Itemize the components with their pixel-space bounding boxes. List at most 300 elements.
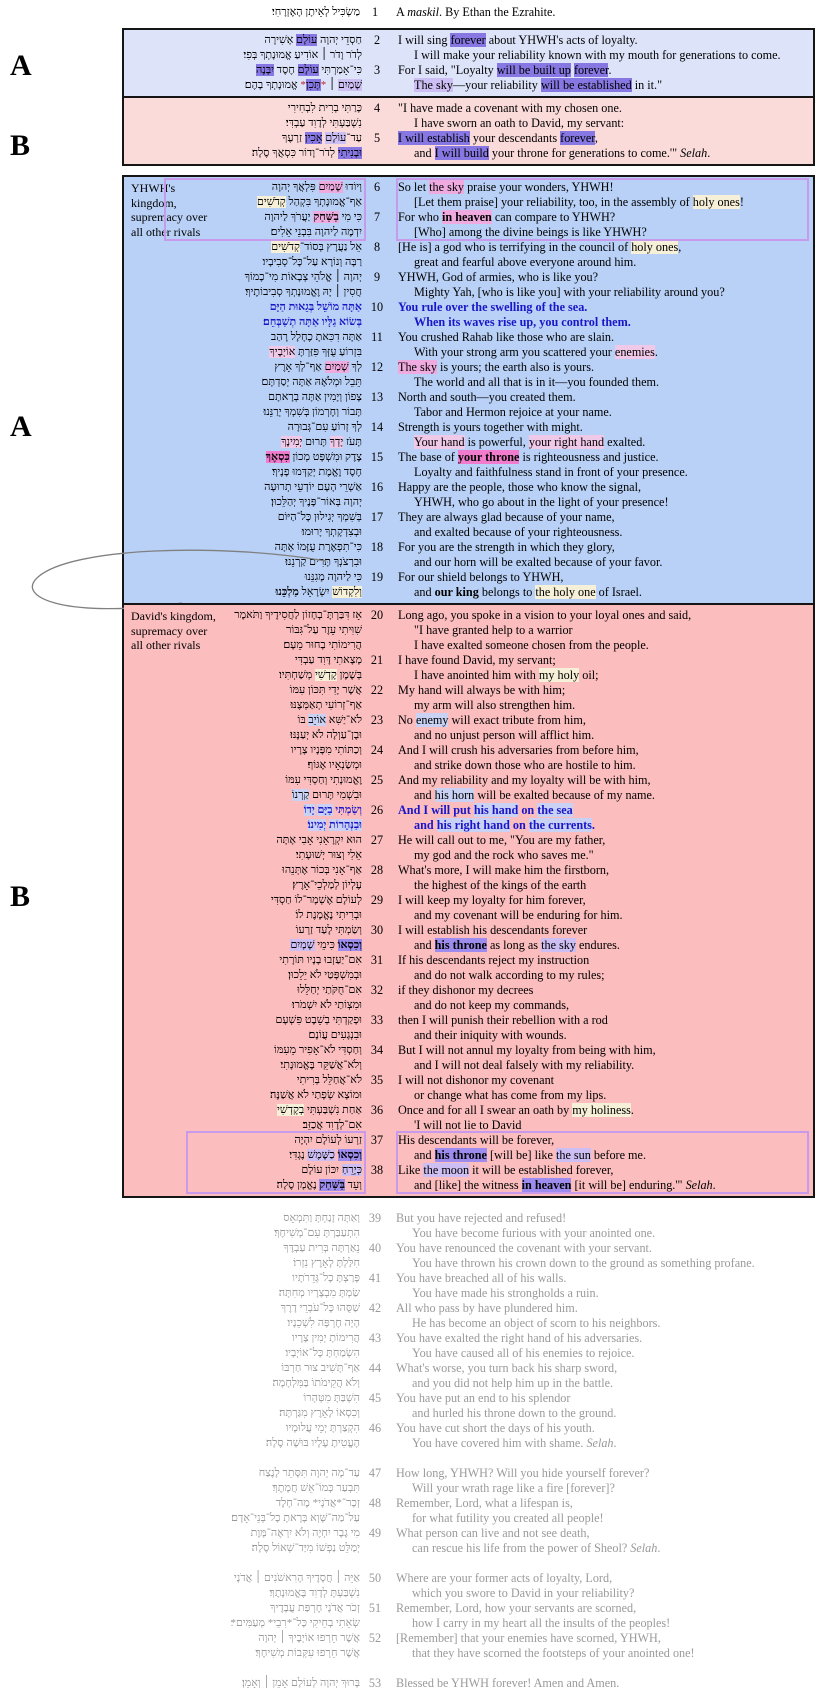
- text-segment: I will establish his descendants forever: [398, 923, 588, 937]
- text-segment: Loyalty and faithfulness stand in front of your presence.: [414, 465, 688, 479]
- english-text: [392, 893, 811, 923]
- text-segment: in it.": [631, 78, 663, 92]
- verse-row: [126, 240, 811, 270]
- text-segment: What person can live and not see death,: [396, 1526, 590, 1540]
- hebrew-text: [126, 330, 362, 360]
- text-segment: וּבְרִיתִי נֶאֱמֶנֶת לוֹ׃: [295, 909, 362, 921]
- verse-number: 16: [370, 480, 384, 494]
- text-segment: His descendants will be forever,: [398, 1133, 555, 1147]
- text-segment: can rescue his life from the power of Sheol?: [412, 1541, 631, 1555]
- text-segment: [Who] among the divine beings is like YHWH?: [414, 225, 647, 239]
- verse-row: [126, 1073, 811, 1103]
- text-segment: לְךָ זְרוֹעַ עִם־גְּבוּרָה: [287, 421, 362, 433]
- text-segment: So let: [398, 180, 430, 194]
- text-segment: יְהוָה בְּאוֹר־פָּנֶיךָ יְהַלֵּכוּן׃: [270, 496, 362, 508]
- english-text: [392, 240, 811, 270]
- text-segment: All who pass by have plundered him.: [396, 1301, 578, 1315]
- english-text: [392, 390, 811, 420]
- verse-row: [126, 1103, 811, 1133]
- text-segment: !: [739, 195, 744, 209]
- verse-number: 7: [373, 210, 381, 224]
- text-segment: for what futility you created all people!: [412, 1511, 604, 1525]
- verse-number: 35: [370, 1073, 384, 1087]
- verse-row: [126, 131, 811, 161]
- text-segment: The sky: [414, 78, 453, 92]
- text-segment: his right hand: [436, 818, 510, 832]
- text-segment: how I carry in my heart all the insults of the peoples!: [412, 1616, 671, 1630]
- text-segment: יִכּוֹן עוֹלָם: [301, 1164, 342, 1176]
- verse-number: 28: [370, 863, 384, 877]
- text-segment: אוֹיְבֶיךָ: [269, 346, 296, 358]
- text-segment: then I will punish their rebellion with a rod: [398, 1013, 608, 1027]
- english-text: [392, 570, 811, 600]
- text-segment: שָׁמַיִם: [324, 361, 349, 373]
- verse-number: 15: [370, 450, 384, 464]
- text-segment: כִּי לַיהוָה מָגִנֵּנוּ: [304, 571, 362, 583]
- text-segment: קַרְנוֹ: [291, 789, 310, 801]
- text-segment: בַיָּם: [317, 804, 333, 816]
- text-segment: וְיוֹדוּ: [342, 181, 362, 193]
- text-segment: [Let them praise] your reliability, too, in the assembly of: [414, 195, 693, 209]
- verse-number: 27: [370, 833, 384, 847]
- text-segment: הֲרִימוֹתִי בָחוּר מֵעָם׃: [283, 639, 362, 651]
- side-letter-b-major: B: [10, 880, 31, 913]
- english-text: [392, 210, 811, 240]
- verse-row: [126, 510, 811, 540]
- verse-row: [126, 390, 811, 420]
- verse-row: [124, 1466, 813, 1496]
- text-segment: your throne for generations to come.'": [488, 146, 681, 160]
- verse-row: [126, 330, 811, 360]
- text-segment: Will your wrath rage like a fire [forever]?: [412, 1481, 615, 1495]
- text-segment: נֶגְדִּי׃: [289, 1149, 308, 1161]
- text-segment: בַשַּׁחַק: [313, 211, 339, 223]
- text-segment: is righteousness and justice.: [519, 450, 659, 464]
- verse-number: 14: [370, 420, 384, 434]
- text-segment: [He is] a god who is terrifying in the council of: [398, 240, 632, 254]
- text-segment: Selah: [685, 1178, 713, 1192]
- text-segment: your right hand: [528, 435, 605, 449]
- text-segment: Where are your former acts of loyalty, Lord,: [396, 1571, 613, 1585]
- text-segment: You crushed Rahab like those who are slain.: [398, 330, 615, 344]
- verse-number: 10: [370, 300, 384, 314]
- text-segment: will be established: [540, 78, 632, 92]
- text-segment: תָּבוֹר וְחֶרְמוֹן בְּשִׁמְךָ יְרַנֵּנוּ׃: [263, 406, 362, 418]
- text-segment: *: [300, 79, 306, 91]
- verse-row: [126, 270, 811, 300]
- verse-number: 32: [370, 983, 384, 997]
- verse-number: 46: [368, 1421, 382, 1435]
- text-segment: עוֹלָם: [296, 34, 318, 46]
- text-segment: כִּימֵי: [314, 939, 338, 951]
- hebrew-text: [124, 1421, 360, 1451]
- verse-number: 25: [370, 773, 384, 787]
- text-segment: "I have made a covenant with my chosen one.: [398, 101, 622, 115]
- english-text: [392, 1103, 811, 1133]
- text-segment: אָשִׁירָה: [264, 34, 297, 46]
- english-text: [392, 863, 811, 893]
- text-segment: But I will not annul my loyalty from being with him,: [398, 1043, 656, 1057]
- verse-row: [126, 863, 811, 893]
- text-segment: אֲשֶׁר יָדִי תִּכּוֹן עִמּוֹ: [289, 684, 362, 696]
- verse-row: [124, 1421, 813, 1451]
- verse-number: 39: [368, 1211, 382, 1225]
- text-segment: is yours; the earth also is yours.: [436, 360, 595, 374]
- hebrew-text: [124, 1271, 360, 1301]
- hebrew-text: [126, 923, 362, 953]
- verse-number: 52: [368, 1631, 382, 1645]
- text-segment: וְחַסְדִּי לֹא־אָפִיר מֵעִמּוֹ: [274, 1044, 362, 1056]
- english-text: [392, 983, 811, 1013]
- text-segment: praise your wonders, YHWH!: [464, 180, 614, 194]
- verse-row: [124, 1676, 813, 1691]
- text-segment: וְשַׂמְתִּי לָעַד זַרְעוֹ: [295, 924, 362, 936]
- text-segment: belongs to: [478, 585, 536, 599]
- text-segment: בַּשַּׁחַק: [319, 1179, 345, 1191]
- text-segment: on: [518, 803, 538, 817]
- text-segment: I have sworn an oath to David, my servant:: [414, 116, 625, 130]
- text-segment: זְכָר־*אֲדֹנָי* מֶה־חָלֶד: [275, 1497, 360, 1509]
- text-segment: בּוֹ: [297, 714, 309, 726]
- text-segment: the sun: [555, 1148, 591, 1162]
- text-segment: וּבְמִשְׁפָּטַי לֹא יֵלֵכוּן׃: [288, 969, 362, 981]
- english-text: [390, 1466, 813, 1496]
- verse-row: [126, 953, 811, 983]
- text-segment: שָׁמַיִם: [318, 181, 343, 193]
- hebrew-text: [124, 1601, 360, 1631]
- text-segment: and I will not deal falsely with my reliability.: [414, 1058, 635, 1072]
- verse-number: 31: [370, 953, 384, 967]
- text-segment: יִבָּנֶה: [255, 64, 275, 76]
- hebrew-text: [126, 1133, 362, 1163]
- english-text: [392, 480, 811, 510]
- text-segment: and my covenant will be enduring for him.: [414, 908, 623, 922]
- text-segment: וְכִסְאוֹ: [337, 1149, 362, 1161]
- text-segment: רַבָּה וְנוֹרָא עַל־כָּל־סְבִיבָיו׃: [262, 256, 362, 268]
- text-segment: and: [414, 585, 435, 599]
- text-segment: You have breached all of his walls.: [396, 1271, 567, 1285]
- text-segment: אִם־לְדָוִד אֲכַזֵּב׃: [302, 1119, 362, 1131]
- text-segment: הִשְׂמַחְתָּ כָּל־אוֹיְבָיו׃: [285, 1347, 360, 1359]
- text-segment: [Remember] that your enemies have scorned, YHWH,: [396, 1631, 661, 1645]
- text-segment: אוֹיֵב: [308, 714, 327, 726]
- text-segment: holy ones: [692, 195, 740, 209]
- english-text: [390, 1526, 813, 1556]
- english-text: [390, 1571, 813, 1601]
- verse-number: 6: [373, 180, 381, 194]
- text-segment: You have made his strongholds a ruin.: [412, 1286, 599, 1300]
- text-segment: זַרְעֶךָ: [281, 132, 305, 144]
- english-text: [392, 1133, 811, 1163]
- hebrew-text: [126, 420, 362, 450]
- text-segment: will be built up: [496, 63, 571, 77]
- verse-number: 19: [370, 570, 384, 584]
- hebrew-text: [124, 1676, 360, 1691]
- hebrew-text: [126, 893, 362, 923]
- text-segment: his hand: [473, 803, 519, 817]
- text-segment: אֱמוּנָתְךָ בָהֶם׃: [244, 79, 301, 91]
- text-segment: וְכַתּוֹתִי מִפָּנָיו צָרָיו: [290, 744, 362, 756]
- text-segment: his throne: [434, 938, 487, 952]
- text-segment: And I will put: [398, 803, 474, 817]
- text-segment: כִּי מִי: [338, 211, 362, 223]
- english-text: [392, 1073, 811, 1103]
- text-segment: and strike down those who are hostile to him.: [414, 758, 636, 772]
- text-segment: יִשְׂרָאֵל: [298, 586, 333, 598]
- verse-number: 23: [370, 713, 384, 727]
- hebrew-text: [126, 1103, 362, 1133]
- text-segment: and: [414, 1148, 435, 1162]
- text-segment: and exalted because of your righteousness.: [414, 525, 623, 539]
- text-segment: וּמְשַׂנְאָיו אֶגּוֹף׃: [307, 759, 362, 771]
- verse-number: 8: [373, 240, 381, 254]
- section-a-minor: [124, 30, 813, 96]
- text-segment: וְאַתָּה זָנַחְתָּ וַתִּמְאָס: [283, 1212, 360, 1224]
- text-segment: My hand will always be with him;: [398, 683, 566, 697]
- hebrew-text: [126, 270, 362, 300]
- english-text: [390, 1361, 813, 1391]
- hebrew-text: [126, 360, 362, 390]
- verse-row: [126, 180, 811, 210]
- text-segment: וּבֶן־עַוְלָה לֹא יְעַנֶּנּוּ׃: [290, 729, 362, 741]
- text-segment: בְּשׂוֹא גַלָּיו אַתָּה תְשַׁבְּחֵם׃: [263, 316, 362, 328]
- text-segment: אַף־זְרוֹעִי תְאַמְּצֶנּוּ׃: [290, 699, 362, 711]
- verse-row: [126, 983, 811, 1013]
- hebrew-text: [126, 713, 362, 743]
- text-segment: He has become an object of scorn to his neighbors.: [412, 1316, 661, 1330]
- english-text: [392, 773, 811, 803]
- text-segment: הָיָה חֶרְפָּה לִשְׁכֵנָיו׃: [287, 1317, 360, 1329]
- text-segment: oil;: [579, 668, 599, 682]
- rejection-stanza: [122, 1211, 815, 1451]
- section-box-minor: [122, 28, 815, 166]
- text-segment: אָכִין: [304, 132, 323, 144]
- text-segment: אָז דִּבַּרְתָּ־בְחָזוֹן לַחֲסִידֶיךָ וַתֹּאמֶר: [234, 609, 362, 621]
- text-segment: [will be] like: [486, 1148, 556, 1162]
- hebrew-text: [126, 480, 362, 510]
- verse-row: [124, 1361, 813, 1391]
- text-segment: The sky: [398, 360, 437, 374]
- verse-row: [126, 683, 811, 713]
- text-segment: בְּשִׁמְךָ יְגִילוּן כָּל־הַיּוֹם: [277, 511, 362, 523]
- text-segment: לְדֹר־וָדוֹר כִּסְאֲךָ סֶלָה׃: [251, 147, 338, 159]
- hebrew-text: [124, 1496, 360, 1526]
- hebrew-text: [126, 1013, 362, 1043]
- text-segment: and no unjust person will afflict him.: [414, 728, 595, 742]
- verse-number: 36: [370, 1103, 384, 1117]
- hebrew-text: [126, 1043, 362, 1073]
- text-segment: You have renounced the covenant with your servant.: [396, 1241, 652, 1255]
- english-text: [392, 360, 811, 390]
- verse-number: 44: [368, 1361, 382, 1375]
- text-segment: endures.: [575, 938, 620, 952]
- text-segment: will be exalted because of my name.: [474, 788, 655, 802]
- hebrew-text: [126, 1163, 362, 1193]
- text-segment: שִׁוִּיתִי עֵזֶר עַל־גִּבּוֹר: [285, 624, 362, 636]
- text-segment: that they have scorned the footsteps of your anointed one!: [412, 1646, 695, 1660]
- text-segment: כִּסְאֶךָ: [265, 451, 290, 463]
- verse-row: [126, 1133, 811, 1163]
- english-text: [390, 1331, 813, 1361]
- verse-row: [126, 480, 811, 510]
- text-segment: שָׁמַיִם: [337, 79, 362, 91]
- text-segment: and do not keep my commands,: [414, 998, 570, 1012]
- text-segment: enemy: [415, 713, 449, 727]
- english-text: [390, 1391, 813, 1421]
- text-segment: לְדֹר וָדֹר ׀ אוֹדִיעַ אֱמוּנָתְךָ בְּפִי׃: [243, 49, 362, 61]
- hebrew-text: [124, 1526, 360, 1556]
- text-segment: .: [654, 345, 658, 359]
- english-text: [392, 101, 811, 131]
- text-segment: the moon: [423, 1163, 470, 1177]
- text-segment: יַעֲרֹךְ לַיהוָה: [264, 211, 314, 223]
- text-segment: זְכֹר אֲדֹנָי חֶרְפַּת עֲבָדֶיךָ: [270, 1602, 360, 1614]
- verse-row: [126, 803, 811, 833]
- text-segment: אִם־חֻקֹּתַי יְחַלֵּלוּ: [297, 984, 362, 996]
- text-segment: the holy one: [535, 585, 596, 599]
- verse-row: [126, 63, 811, 93]
- text-segment: 'I will not lie to David: [414, 1118, 522, 1132]
- verse-row: [126, 1043, 811, 1073]
- section-b-label: David's kingdom, supremacy over all other rivals: [131, 609, 216, 652]
- verse-row: [124, 1571, 813, 1601]
- text-segment: [it will be] enduring.'": [571, 1178, 686, 1192]
- text-segment: You have covered him with shame.: [412, 1436, 587, 1450]
- text-segment: Blessed be YHWH forever! Amen and Amen.: [396, 1676, 620, 1690]
- text-segment: in heaven: [442, 210, 492, 224]
- verse-row: [126, 33, 811, 63]
- text-segment: פָּרַצְתָּ כָל־גְּדֵרֹתָיו: [292, 1272, 360, 1284]
- text-segment: פִּלְאֲךָ יְהוָה: [271, 181, 319, 193]
- text-segment: צֶדֶק וּמִשְׁפָּט מְכוֹן: [289, 451, 362, 463]
- text-segment: I will build: [434, 146, 489, 160]
- english-text: [390, 1631, 813, 1661]
- text-segment: For who: [398, 210, 443, 224]
- text-segment: With your strong arm you scattered your: [414, 345, 615, 359]
- text-segment: I will keep my loyalty for him forever,: [398, 893, 586, 907]
- text-segment: Remember, Lord, how your servants are scorned,: [396, 1601, 637, 1615]
- verse-row: [126, 653, 811, 683]
- english-text: [392, 420, 811, 450]
- text-segment: No: [398, 713, 416, 727]
- text-segment: For you are the strength in which they glory,: [398, 540, 615, 554]
- text-segment: Happy are the people, those who know the signal,: [398, 480, 642, 494]
- text-segment: Selah: [586, 1436, 614, 1450]
- text-segment: נִשְׁבַּעְתָּ לְדָוִד בֶּאֱמוּנָתֶךָ׃: [269, 1587, 360, 1599]
- text-segment: as long as: [486, 938, 542, 952]
- highlight-frame-group: [126, 1133, 811, 1193]
- text-segment: the sky: [429, 180, 465, 194]
- hebrew-text: [126, 683, 362, 713]
- english-text: [390, 1241, 813, 1271]
- text-segment: Your hand: [414, 435, 465, 449]
- english-text: [390, 1601, 813, 1631]
- verse-row: [126, 743, 811, 773]
- verse-number: 26: [370, 803, 384, 817]
- verse-number: 37: [370, 1133, 384, 1147]
- text-segment: He will call out to me, "You are my father,: [398, 833, 606, 847]
- hebrew-text: [126, 863, 362, 893]
- text-segment: They are always glad because of your name,: [398, 510, 615, 524]
- text-segment: יָדְךָ: [329, 436, 344, 448]
- text-segment: and their iniquity with wounds.: [414, 1028, 567, 1042]
- verse-number: 48: [368, 1496, 382, 1510]
- english-text: [392, 510, 811, 540]
- text-segment: You have put an end to his splendor: [396, 1391, 571, 1405]
- verse-row: [124, 1601, 813, 1631]
- text-segment: וּבִרְצֹנְךָ תָּרִים קַרְנֵנוּ׃: [285, 556, 362, 568]
- hebrew-text: [126, 540, 362, 570]
- text-segment: קָדְשִׁי: [314, 669, 337, 681]
- text-segment: הוּא יִקְרָאֵנִי אָבִי אָתָּה: [276, 834, 362, 846]
- text-segment: לְעוֹלָם אֶשְׁמָר־לוֹ חַסְדִּי: [270, 894, 362, 906]
- verse-row: [124, 5, 813, 20]
- verse-row: [124, 1526, 813, 1556]
- text-segment: אַף־אָנִי בְּכוֹר אֶתְּנֵהוּ: [282, 864, 362, 876]
- text-segment: or change what has come from my lips.: [414, 1088, 607, 1102]
- verse-row: [126, 450, 811, 480]
- text-segment: YHWH, God of armies, who is like you?: [398, 270, 599, 284]
- text-segment: .: [630, 1103, 634, 1117]
- text-segment: אִם־יַעַזְבוּ בָנָיו תּוֹרָתִי: [279, 954, 362, 966]
- text-segment: יְמִינֶךָ: [281, 436, 303, 448]
- hebrew-text: [124, 1211, 360, 1241]
- text-segment: Once and for all I swear an oath by: [398, 1103, 573, 1117]
- hebrew-text: [126, 953, 362, 983]
- text-segment: Strength is yours together with might.: [398, 420, 583, 434]
- english-text: [392, 713, 811, 743]
- text-segment: my holy: [538, 668, 580, 682]
- verse-number: 50: [368, 1571, 382, 1585]
- text-segment: ,: [594, 131, 598, 145]
- text-segment: You have cut short the days of his youth.: [396, 1421, 595, 1435]
- text-segment: תָּעֹז: [343, 436, 362, 448]
- text-segment: You have thrown his crown down to the ground as something profane.: [412, 1256, 755, 1270]
- text-segment: and: [414, 938, 435, 952]
- text-segment: it will be established forever,: [469, 1163, 614, 1177]
- verse-number: 24: [370, 743, 384, 757]
- text-segment: I have found David, my servant;: [398, 653, 556, 667]
- text-segment: Selah: [680, 146, 708, 160]
- english-text: [392, 63, 811, 93]
- text-segment: וּבָנִיתִי: [337, 147, 362, 159]
- hebrew-text: [126, 803, 362, 833]
- text-segment: .: [608, 63, 612, 77]
- text-segment: But you have rejected and refused!: [396, 1211, 567, 1225]
- text-segment: enemies: [614, 345, 655, 359]
- text-segment: לְךָ: [348, 361, 362, 373]
- lament-stanza: [122, 1466, 815, 1556]
- text-segment: יְמַלֵּט נַפְשׁוֹ מִיַּד־שְׁאוֹל סֶלָה׃: [251, 1542, 360, 1554]
- text-segment: בָּרוּךְ יְהוָה לְעוֹלָם אָמֵן ׀ וְאָמֵן׃: [241, 1677, 360, 1689]
- english-text: [392, 300, 811, 330]
- hebrew-text: [126, 210, 362, 240]
- text-segment: Mighty Yah, [who is like you] with your reliability around you?: [414, 285, 725, 299]
- text-segment: maskil: [407, 5, 440, 19]
- text-segment: כַשֶּׁמֶשׁ: [307, 1149, 335, 1161]
- text-segment: .: [613, 1436, 617, 1450]
- verse-row: [126, 713, 811, 743]
- text-segment: I will sing: [398, 33, 451, 47]
- text-segment: and [like] the witness: [414, 1178, 522, 1192]
- text-segment: great and fearful above everyone around him.: [414, 255, 637, 269]
- text-segment: עַד־מָה יְהוָה תִּסָּתֵר לָנֶצַח: [258, 1467, 360, 1479]
- hebrew-text: [126, 510, 362, 540]
- text-segment: his horn: [434, 788, 475, 802]
- text-segment: and: [414, 146, 435, 160]
- english-text: [390, 1421, 813, 1451]
- text-segment: חַסְדֵי יְהוָה: [317, 34, 362, 46]
